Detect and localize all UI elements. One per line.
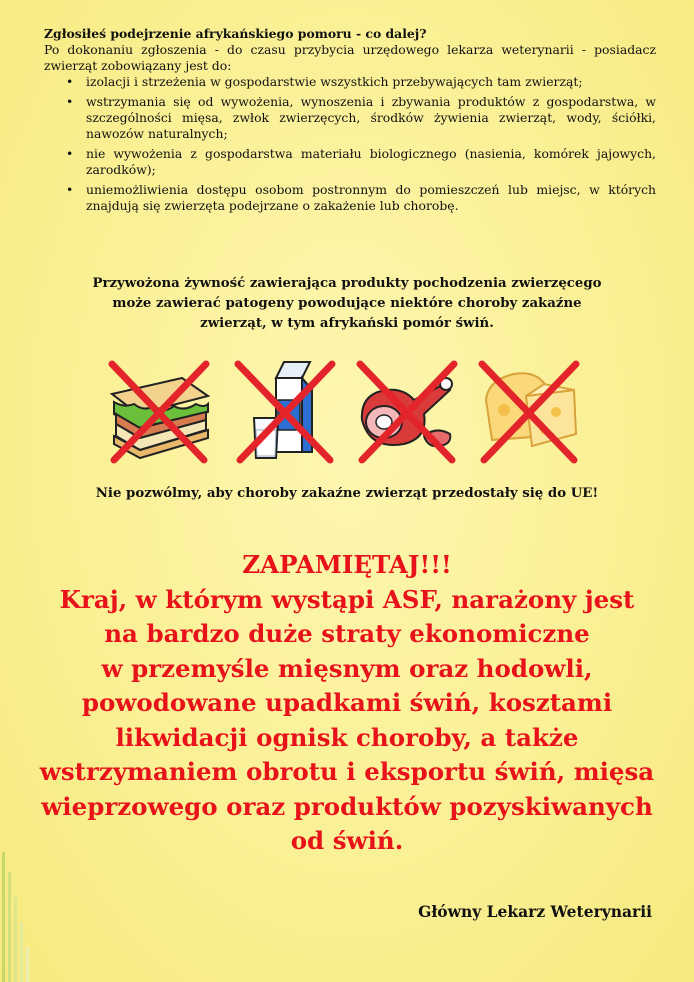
remember-line: wstrzymaniem obrotu i eksportu świń, mięsa bbox=[39, 757, 655, 786]
remember-line: od świń. bbox=[290, 826, 404, 855]
bullet-icon: • bbox=[66, 94, 74, 109]
remember-line: w przemyśle mięsnym oraz hodowli, bbox=[101, 653, 593, 683]
intro-title: Zgłosiłeś podejrzenie afrykańskiego pomoru - co dalej? bbox=[44, 26, 427, 41]
ham-icon bbox=[352, 356, 462, 466]
intro-section bbox=[44, 26, 656, 218]
food-warning: Przywożona żywność zawierająca produkty pochodzenia zwierzęcego może zawierać patogeny powodujące niektóre choroby zakaźne zwierząt, w tym afrykański pomór świń. bbox=[92, 276, 602, 331]
milk-icon bbox=[230, 356, 340, 466]
list-item: • izolacji i strzeżenia w gospodarstwie wszystkich przebywających tam zwierząt; bbox=[66, 74, 583, 89]
forbidden-food-icons bbox=[100, 356, 600, 468]
bullet-icon: • bbox=[66, 74, 74, 89]
corner-decoration-icon bbox=[0, 852, 40, 982]
list-item: • nie wywożenia z gospodarstwa materiału biologicznego (nasienia, komórek jajowych, zarodków); bbox=[66, 146, 656, 177]
bullet-icon: • bbox=[66, 182, 74, 197]
list-item: • wstrzymania się od wywożenia, wynoszenia i zbywania produktów z gospodarstwa, w szczególności mięsa, zwłok zwierzęcych, środków żywienia zwierząt, wody, ściółki, nawozów naturalnych; bbox=[66, 94, 656, 141]
list-item: • uniemożliwienia dostępu osobom postronnym do pomieszczeń lub miejsc, w których znajdują się zwierzęta podejrzane o zakażenie lub chorobę. bbox=[66, 182, 656, 213]
bullet-icon: • bbox=[66, 146, 74, 161]
signature: Główny Lekarz Weterynarii bbox=[418, 902, 652, 921]
remember-heading: ZAPAMIĘTAJ!!! bbox=[242, 550, 452, 579]
remember-line: na bardzo duże straty ekonomiczne bbox=[104, 619, 590, 648]
cheese-icon bbox=[474, 356, 584, 466]
remember-section bbox=[30, 548, 664, 859]
remember-line: Kraj, w którym wystąpi ASF, narażony jest bbox=[59, 584, 635, 614]
remember-line: powodowane upadkami świń, kosztami bbox=[81, 688, 613, 717]
remember-line: likwidacji ognisk choroby, a także bbox=[115, 722, 579, 752]
remember-line: wieprzowego oraz produktów pozyskiwanych bbox=[41, 791, 653, 821]
eu-slogan: Nie pozwólmy, aby choroby zakaźne zwierząt przedostały się do UE! bbox=[95, 486, 599, 501]
sandwich-icon bbox=[104, 356, 214, 466]
intro-text: Po dokonaniu zgłoszenia - do czasu przybycia urzędowego lekarza weterynarii - posiadacz zwierząt zobowiązany jest do: bbox=[44, 42, 656, 73]
obligations-list bbox=[44, 74, 656, 214]
